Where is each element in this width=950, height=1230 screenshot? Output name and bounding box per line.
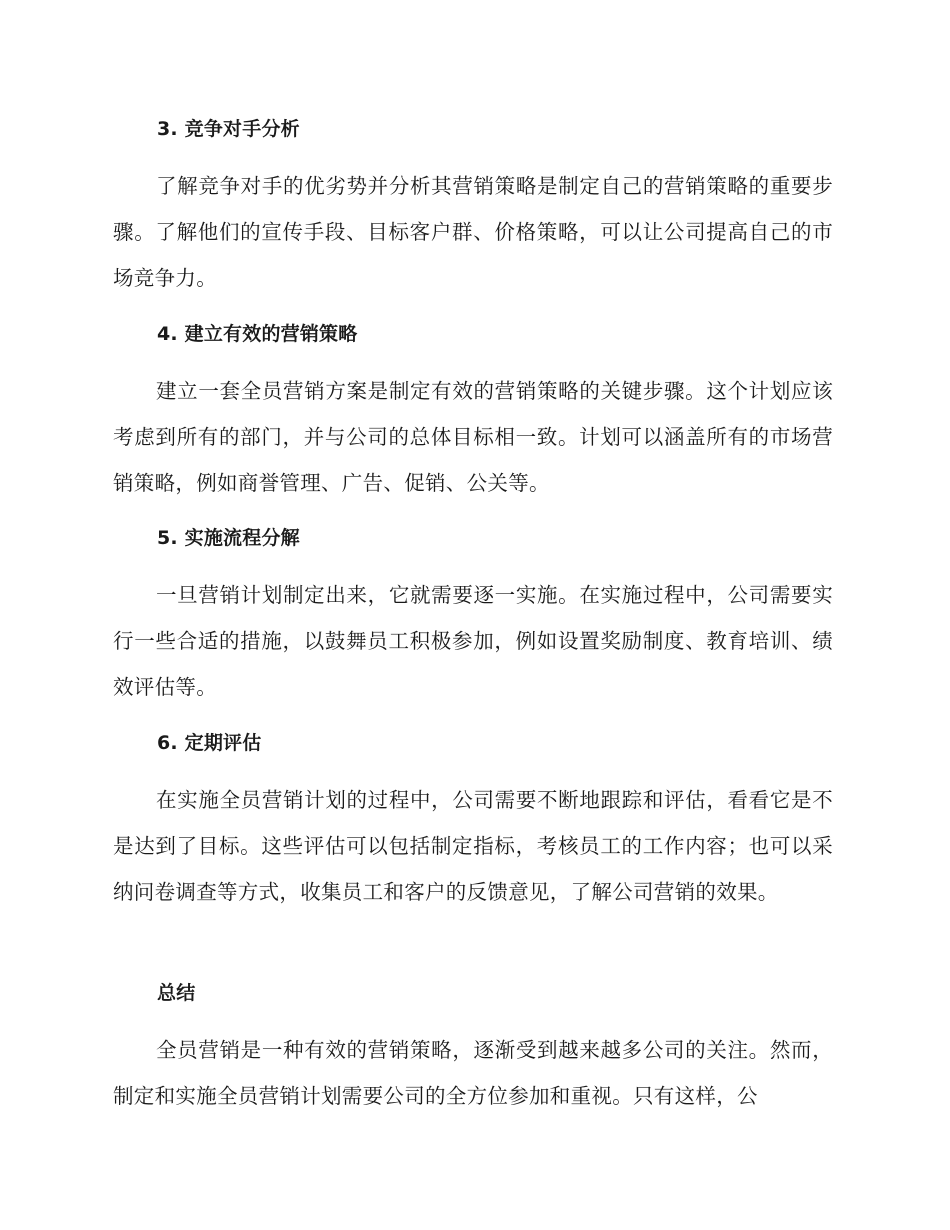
section-heading-marketing-strategy: 4. 建立有效的营销策略: [157, 323, 358, 345]
section-body-marketing-strategy: 建立一套全员营销方案是制定有效的营销策略的关键步骤。这个计划应该考虑到所有的部门，并与公司的总体目标相一致。计划可以涵盖所有的市场营销策略，例如商誉管理、广告、促销、公关等。: [113, 379, 833, 495]
section-body-competitor-analysis: 了解竞争对手的优劣势并分析其营销策略是制定自己的营销策略的重要步骤。了解他们的宣传手段、目标客户群、价格策略，可以让公司提高自己的市场竞争力。: [113, 174, 833, 290]
section-heading-evaluation: 6. 定期评估: [157, 732, 262, 754]
section-heading-implementation: 5. 实施流程分解: [157, 527, 300, 549]
section-body-evaluation: 在实施全员营销计划的过程中，公司需要不断地跟踪和评估，看看它是不是达到了目标。这些评估可以包括制定指标，考核员工的工作内容；也可以采纳问卷调查等方式，收集员工和客户的反馈意见，了解公司营销的效果。: [113, 788, 833, 904]
section-body-summary: 全员营销是一种有效的营销策略，逐渐受到越来越多公司的关注。然而，制定和实施全员营销计划需要公司的全方位参加和重视。只有这样，公: [113, 1038, 833, 1108]
section-body-implementation: 一旦营销计划制定出来，它就需要逐一实施。在实施过程中，公司需要实行一些合适的措施，以鼓舞员工积极参加，例如设置奖励制度、教育培训、绩效评估等。: [113, 583, 833, 699]
section-heading-competitor-analysis: 3. 竞争对手分析: [157, 118, 300, 140]
section-heading-summary: 总结: [157, 982, 196, 1004]
